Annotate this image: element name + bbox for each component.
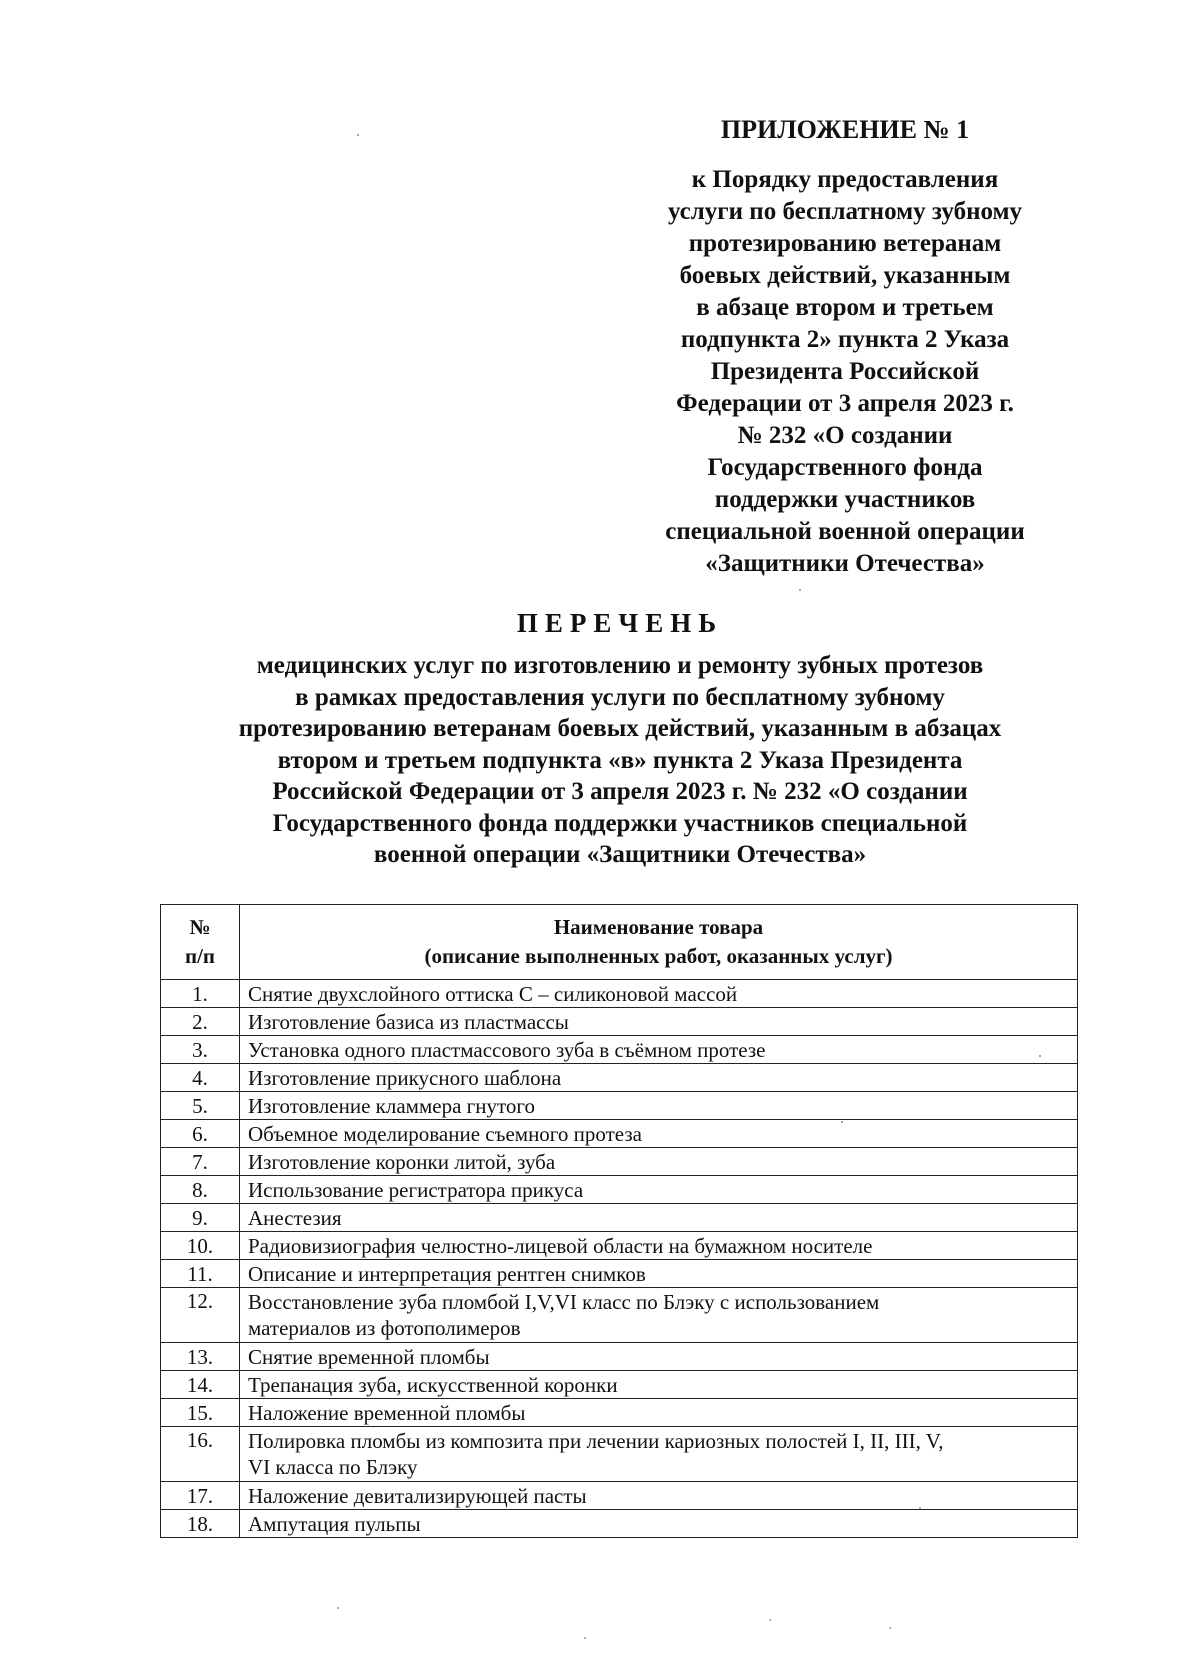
row-name-line: Снятие двухслойного оттиска С – силиконовой массой (248, 981, 738, 1006)
appendix-subtitle-line: протезированию ветеранам (688, 230, 1002, 257)
appendix-subtitle (620, 164, 1070, 580)
table-row (161, 1510, 1078, 1538)
row-name (240, 1036, 1078, 1064)
scan-speck (337, 1607, 339, 1609)
row-name (240, 980, 1078, 1008)
row-number: 6. (161, 1120, 240, 1148)
row-number: 1. (161, 980, 240, 1008)
table-row (161, 1120, 1078, 1148)
row-number: 17. (161, 1482, 240, 1510)
row-name (240, 1176, 1078, 1204)
appendix-heading: ПРИЛОЖЕНИЕ № 1 (720, 115, 970, 144)
row-name (240, 1092, 1078, 1120)
appendix-subtitle-line: в абзаце втором и третьем (696, 294, 994, 321)
row-name (240, 1260, 1078, 1288)
table-body (161, 980, 1078, 1538)
row-number: 7. (161, 1148, 240, 1176)
row-name-line: Полировка пломбы из композита при лечении кариозных полостей I, II, III, V, (248, 1429, 944, 1453)
row-name (240, 1371, 1078, 1399)
list-description-line: Российской Федерации от 3 апреля 2023 г. № 232 «О создании (272, 778, 968, 805)
row-number: 15. (161, 1399, 240, 1427)
row-name (240, 1510, 1078, 1538)
row-name-line: Трепанация зуба, искусственной коронки (248, 1372, 618, 1397)
appendix-subtitle-line: поддержки участников (714, 486, 976, 513)
row-name-line: Использование регистратора прикуса (248, 1177, 584, 1202)
appendix-subtitle-line: подпункта 2» пункта 2 Указа (680, 326, 1010, 353)
appendix-subtitle-line: специальной военной операции (665, 518, 1025, 545)
row-name-line: Анестезия (248, 1205, 342, 1230)
row-name-line: Изготовление коронки литой, зуба (248, 1149, 556, 1174)
row-number: 9. (161, 1204, 240, 1232)
list-description-line: военной операции «Защитники Отечества» (373, 841, 867, 868)
table-row (161, 1260, 1078, 1288)
header-name (240, 905, 1078, 980)
row-name (240, 1399, 1078, 1427)
row-name-line: Наложение временной пломбы (248, 1400, 526, 1425)
table-row (161, 1176, 1078, 1204)
row-number: 18. (161, 1510, 240, 1538)
row-name-line: Ампутация пульпы (248, 1511, 421, 1536)
row-name-line: Изготовление кламмера гнутого (248, 1093, 535, 1118)
appendix-subtitle-line: «Защитники Отечества» (705, 550, 985, 577)
scan-speck (889, 1627, 891, 1629)
row-number: 4. (161, 1064, 240, 1092)
row-number: 13. (161, 1343, 240, 1371)
row-number: 14. (161, 1371, 240, 1399)
appendix-subtitle-line: боевых действий, указанным (679, 262, 1011, 289)
row-name (240, 1008, 1078, 1036)
list-description-line: протезированию ветеранам боевых действий, указанным в абзацах (238, 715, 1002, 742)
table-row (161, 1288, 1078, 1343)
list-description-line: Государственного фонда поддержки участников специальной (272, 809, 968, 837)
appendix-subtitle-line: Федерации от 3 апреля 2023 г. (676, 390, 1014, 417)
table-row (161, 1008, 1078, 1036)
appendix-subtitle-line: услуги по бесплатному зубному (667, 198, 1023, 225)
table-row (161, 1064, 1078, 1092)
row-number: 5. (161, 1092, 240, 1120)
scan-speck (799, 589, 801, 591)
table-row (161, 1482, 1078, 1510)
scan-speck (357, 134, 359, 136)
appendix-subtitle-line: № 232 «О создании (737, 422, 953, 449)
row-number: 8. (161, 1176, 240, 1204)
appendix-subtitle-line: Государственного фонда (707, 454, 983, 481)
row-name (240, 1120, 1078, 1148)
row-name-line: Описание и интерпретация рентген снимков (248, 1261, 646, 1286)
table-row (161, 1371, 1078, 1399)
row-number: 3. (161, 1036, 240, 1064)
list-title: ПЕРЕЧЕНЬ (516, 608, 724, 638)
scan-speck (769, 1619, 771, 1621)
row-name-line: материалов из фотополимеров (248, 1316, 521, 1340)
list-description-line: медицинских услуг по изготовлению и ремонту зубных протезов (256, 652, 984, 679)
row-name (240, 1232, 1078, 1260)
table-row (161, 1204, 1078, 1232)
row-name (240, 1064, 1078, 1092)
row-number: 2. (161, 1008, 240, 1036)
header-number-abbr: п/п (184, 944, 216, 968)
scan-speck (584, 1637, 586, 1639)
header-number (161, 905, 240, 980)
header-name-description: (описание выполненных работ, оказанных услуг) (424, 944, 893, 968)
appendix-block (620, 112, 1070, 580)
table-row (161, 1399, 1078, 1427)
list-description (175, 650, 1065, 871)
row-name-line: Восстановление зуба пломбой I,V,VI класс по Блэку с использованием (248, 1290, 880, 1314)
row-name (240, 1204, 1078, 1232)
services-table (160, 904, 1078, 1538)
table-row (161, 1343, 1078, 1371)
row-name (240, 1482, 1078, 1510)
row-name (240, 1427, 1078, 1482)
row-name-line: Изготовление базиса из пластмассы (248, 1009, 569, 1034)
row-number: 10. (161, 1232, 240, 1260)
table-row (161, 980, 1078, 1008)
row-number: 16. (161, 1427, 240, 1482)
table-row (161, 1232, 1078, 1260)
row-name (240, 1288, 1078, 1343)
row-number: 11. (161, 1260, 240, 1288)
table-row (161, 1427, 1078, 1482)
appendix-subtitle-line: Президента Российской (710, 358, 980, 385)
table-row (161, 1148, 1078, 1176)
row-name (240, 1148, 1078, 1176)
table-header-row (161, 905, 1078, 980)
row-name-line: VI класса по Блэку (248, 1455, 418, 1479)
appendix-subtitle-line: к Порядку предоставления (691, 166, 999, 193)
row-name (240, 1343, 1078, 1371)
row-name-line: Изготовление прикусного шаблона (248, 1065, 562, 1090)
list-description-line: в рамках предоставления услуги по бесплатному зубному (295, 683, 945, 711)
header-name-title: Наименование товара (553, 915, 764, 939)
row-name-line: Объемное моделирование съемного протеза (248, 1121, 642, 1146)
row-number: 12. (161, 1288, 240, 1343)
list-description-line: втором и третьем подпункта «в» пункта 2 Указа Президента (277, 746, 963, 774)
table-row (161, 1036, 1078, 1064)
header-number-symbol: № (189, 915, 211, 939)
row-name-line: Наложение девитализирующей пасты (248, 1483, 587, 1508)
table-row (161, 1092, 1078, 1120)
row-name-line: Радиовизиография челюстно-лицевой области на бумажном носителе (248, 1233, 873, 1258)
row-name-line: Снятие временной пломбы (248, 1344, 490, 1369)
row-name-line: Установка одного пластмассового зуба в съёмном протезе (248, 1037, 766, 1062)
